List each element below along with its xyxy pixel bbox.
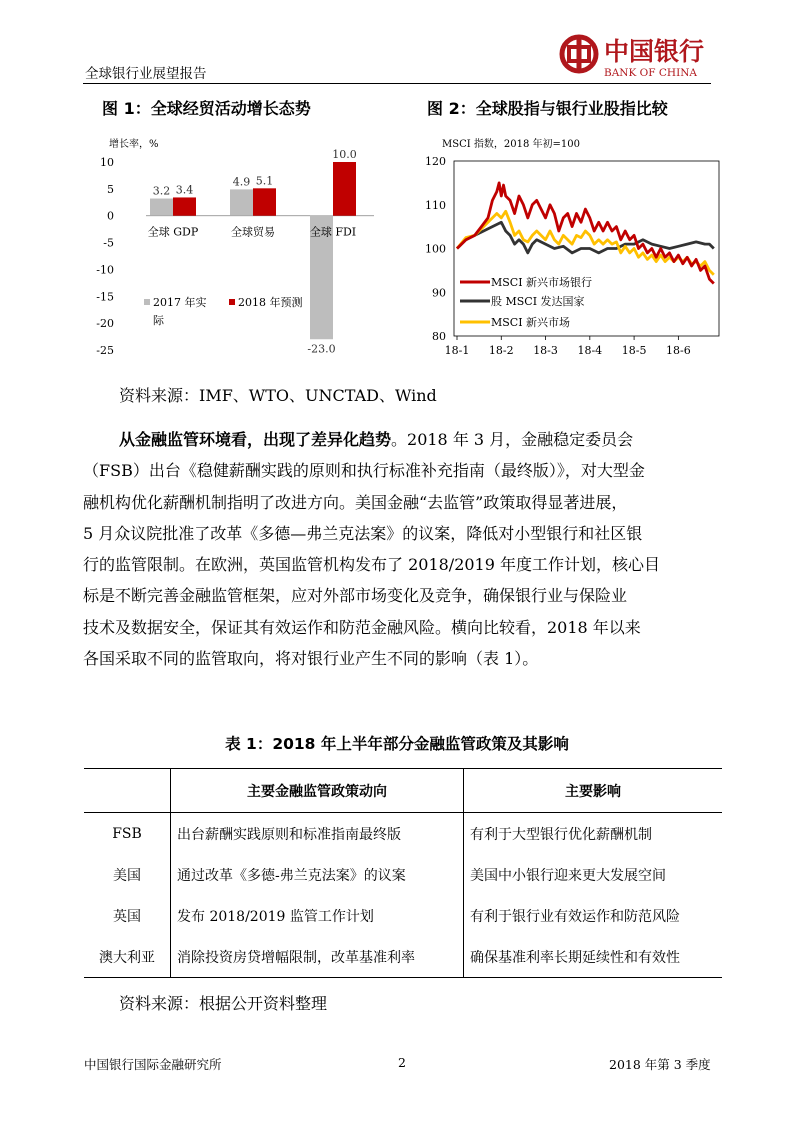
y-tick-label: 80 [432,330,446,343]
bank-logo [556,32,716,82]
x-tick-label: 18-4 [577,344,603,357]
y-tick-label: 90 [432,286,446,300]
table-header-impact: 主要影响 [464,769,723,813]
legend [144,295,303,327]
body-line-8: 各国采取不同的监管取向，将对银行业产生不同的影响（表 1）。 [83,649,539,669]
legend-label-2017-line2: 际 [153,314,164,327]
figure1-bar-chart [84,132,400,366]
y-tick-label: -25 [96,344,114,357]
table-row [84,895,722,936]
table-cell-region: 英国 [113,908,141,925]
table-row [84,936,722,978]
report-title: 全球银行业展望报告 [85,66,207,82]
x-tick-label: 18-5 [621,344,647,357]
legend-swatch-2018 [229,299,235,305]
y-tick-label: -10 [96,263,114,277]
x-tick-label: 18-3 [533,344,558,357]
logo-chinese-text: 中国银行 [604,37,705,66]
table-cell-region: FSB [112,825,142,842]
legend-label-em-banks: MSCI 新兴市场银行 [491,276,593,289]
table-cell-impact: 确保基准利率长期延续性和有效性 [464,936,723,978]
table-cell-policy: 出台薪酬实践原则和标准指南最终版 [171,813,464,855]
footer-quarter: 2018 年第 3 季度 [609,1057,711,1072]
x-tick-label: 18-1 [444,344,470,357]
x-tick-label: 18-6 [666,344,691,357]
bar-2018 [173,197,196,215]
x-tick-label: 18-2 [488,344,514,357]
category-label: 全球 GDP [147,225,199,239]
bar-data-label: 5.1 [255,174,274,188]
series-line-1 [457,222,714,253]
body-paragraph [83,424,713,674]
table-row [84,813,722,855]
body-line-4: 5 月众议院批准了改革《多德—弗兰克法案》的议案，降低对小型银行和社区银 [83,523,643,543]
logo-english-text: BANK OF CHINA [604,67,698,79]
y-tick-label: -20 [96,317,114,331]
legend-label-em: MSCI 新兴市场 [491,316,571,329]
category-label: 全球 FDI [309,225,357,239]
body-line-1-rest: 。2018 年 3 月，金融稳定委员会 [391,430,634,449]
table-cell-impact: 有利于银行业有效运作和防范风险 [464,895,723,936]
y-tick-label: -5 [103,236,114,250]
y-tick-label: -15 [96,290,114,304]
table-cell-policy: 通过改革《多德-弗兰克法案》的议案 [171,854,464,895]
bar-data-label: 10.0 [332,148,357,161]
body-line-5: 行的监管限制。在欧洲，英国监管机构发布了 2018/2019 年度工作计划，核心目 [83,555,661,575]
table-source: 资料来源：根据公开资料整理 [119,994,328,1013]
bar-data-label: -23.0 [307,342,336,356]
figure2-line-chart [414,132,724,366]
bank-logo-mark [556,32,716,82]
bar-2017 [230,189,253,215]
y-tick-label: 5 [107,182,114,196]
table-cell-impact: 美国中小银行迎来更大发展空间 [464,854,723,895]
para-lead: 从金融监管环境看，出现了差异化趋势 [119,430,392,449]
bar-2017 [150,199,173,216]
chart2-subtitle: MSCI 指数，2018 年初=100 [442,139,580,150]
table-cell-impact: 有利于大型银行优化薪酬机制 [464,813,723,855]
y-axis-label: 增长率，% [109,139,159,150]
body-line-7: 技术及数据安全，保证其有效运作和防范金融风险。横向比较看，2018 年以来 [83,617,641,637]
y-tick-label: 120 [425,155,446,168]
y-tick-label: 110 [425,198,446,212]
table1-title: 表 1：2018 年上半年部分金融监管政策及其影响 [225,735,569,753]
bar-data-label: 4.9 [232,175,251,189]
table-header-row [84,769,722,813]
bar-data-label: 3.4 [175,183,194,197]
page-number: 2 [398,1055,406,1070]
body-line-1 [83,424,713,455]
table-cell-region: 澳大利亚 [84,936,171,978]
legend-label-2018: 2018 年预测 [238,296,303,309]
figure2-title: 图 2：全球股指与银行业股指比较 [427,99,668,118]
series-line-2 [457,211,714,274]
figure-source: 资料来源：IMF、WTO、UNCTAD、Wind [119,386,437,405]
y-tick-label: 100 [425,242,446,256]
legend-label-developed: 股 MSCI 发达国家 [491,295,585,308]
bar-data-label: 3.2 [152,184,171,198]
legend-swatch-2017 [144,299,150,305]
figure1-title: 图 1：全球经贸活动增长态势 [102,99,311,118]
y-tick-label: 0 [107,209,114,223]
header-divider [83,83,711,84]
legend-label-2017-line1: 2017 年实 [153,296,207,309]
table-row [84,854,722,895]
y-tick-label: 10 [100,156,114,169]
table-cell-region: 美国 [113,867,141,884]
body-line-2: （FSB）出台《稳健薪酬实践的原则和执行标准补充指南（最终版）》，对大型金 [83,461,645,481]
table-header-blank [84,769,171,813]
bar-2018 [253,188,276,215]
bar-2018 [333,162,356,216]
footer-institute: 中国银行国际金融研究所 [84,1057,222,1072]
boc-emblem-icon [562,35,596,73]
body-line-3: 融机构优化薪酬机制指明了改进方向。美国金融“去监管”政策取得显著进展， [83,492,628,512]
category-label: 全球贸易 [231,225,275,239]
table-cell-policy: 消除投资房贷增幅限制，改革基准利率 [171,936,464,978]
legend [460,275,592,329]
table-cell-policy: 发布 2018/2019 监管工作计划 [171,895,464,936]
policy-table [84,768,722,978]
body-line-6: 标是不断完善金融监管框架，应对外部市场变化及竞争，确保银行业与保险业 [83,586,628,606]
table-header-policy: 主要金融监管政策动向 [171,769,464,813]
